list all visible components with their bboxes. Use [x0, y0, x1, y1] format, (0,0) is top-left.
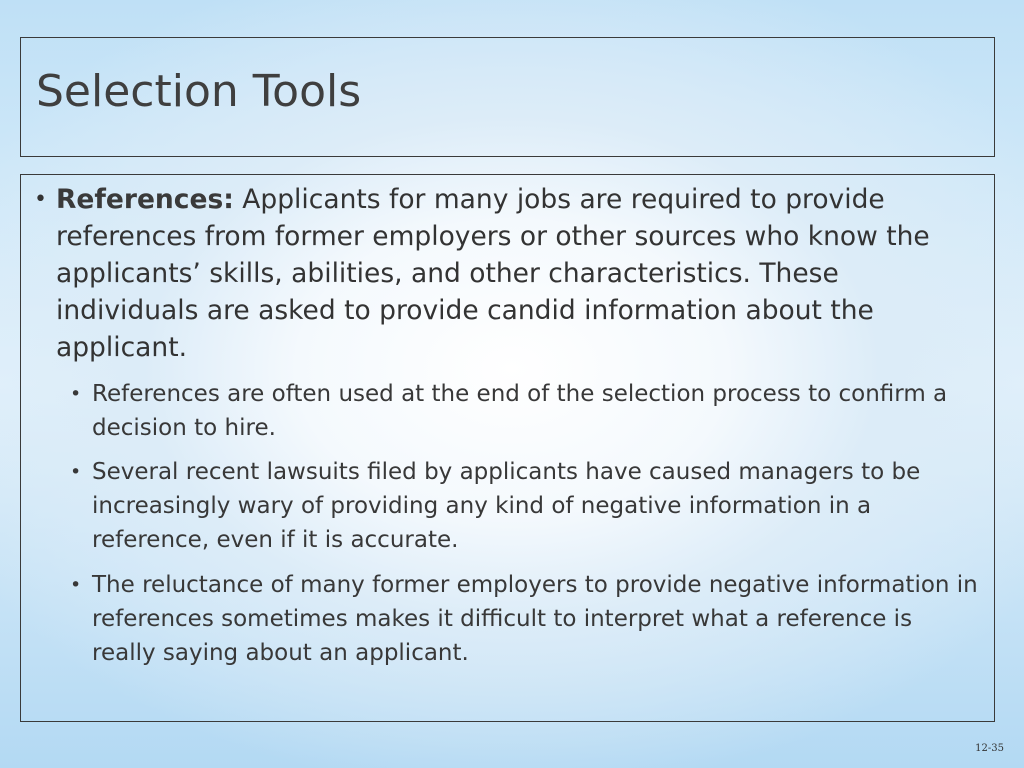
- bullet-icon: •: [70, 383, 82, 405]
- bullet-icon: •: [70, 461, 82, 483]
- sub-bullet-text: The reluctance of many former employers to provide negative information in references sometimes makes it difficult to interpret what a reference is really saying about an applicant.: [92, 572, 978, 666]
- main-bullet-item: [34, 181, 974, 366]
- slide-number: 12-35: [975, 743, 1004, 754]
- main-bullet-text: [56, 181, 974, 366]
- bullet-icon: •: [34, 187, 47, 212]
- title-box: [20, 37, 995, 157]
- sub-bullet-item: [70, 568, 980, 670]
- sub-bullet-item: [70, 455, 980, 557]
- bullet-body: Applicants for many jobs are required to provide references from former employers or other sources who know the applicants’ skills, abilities, and other characteristics. These individuals are asked to provide candid information about the applicant.: [56, 184, 930, 363]
- bullet-icon: •: [70, 574, 82, 596]
- content-box: [20, 174, 995, 722]
- slide-title: Selection Tools: [36, 66, 362, 117]
- sub-bullet-item: [70, 377, 980, 445]
- bullet-term: References:: [56, 184, 234, 215]
- sub-bullet-text: References are often used at the end of the selection process to confirm a decision to hire.: [92, 381, 948, 441]
- sub-bullet-text: Several recent lawsuits filed by applicants have caused managers to be increasingly wary of providing any kind of negative information in a reference, even if it is accurate.: [92, 459, 921, 553]
